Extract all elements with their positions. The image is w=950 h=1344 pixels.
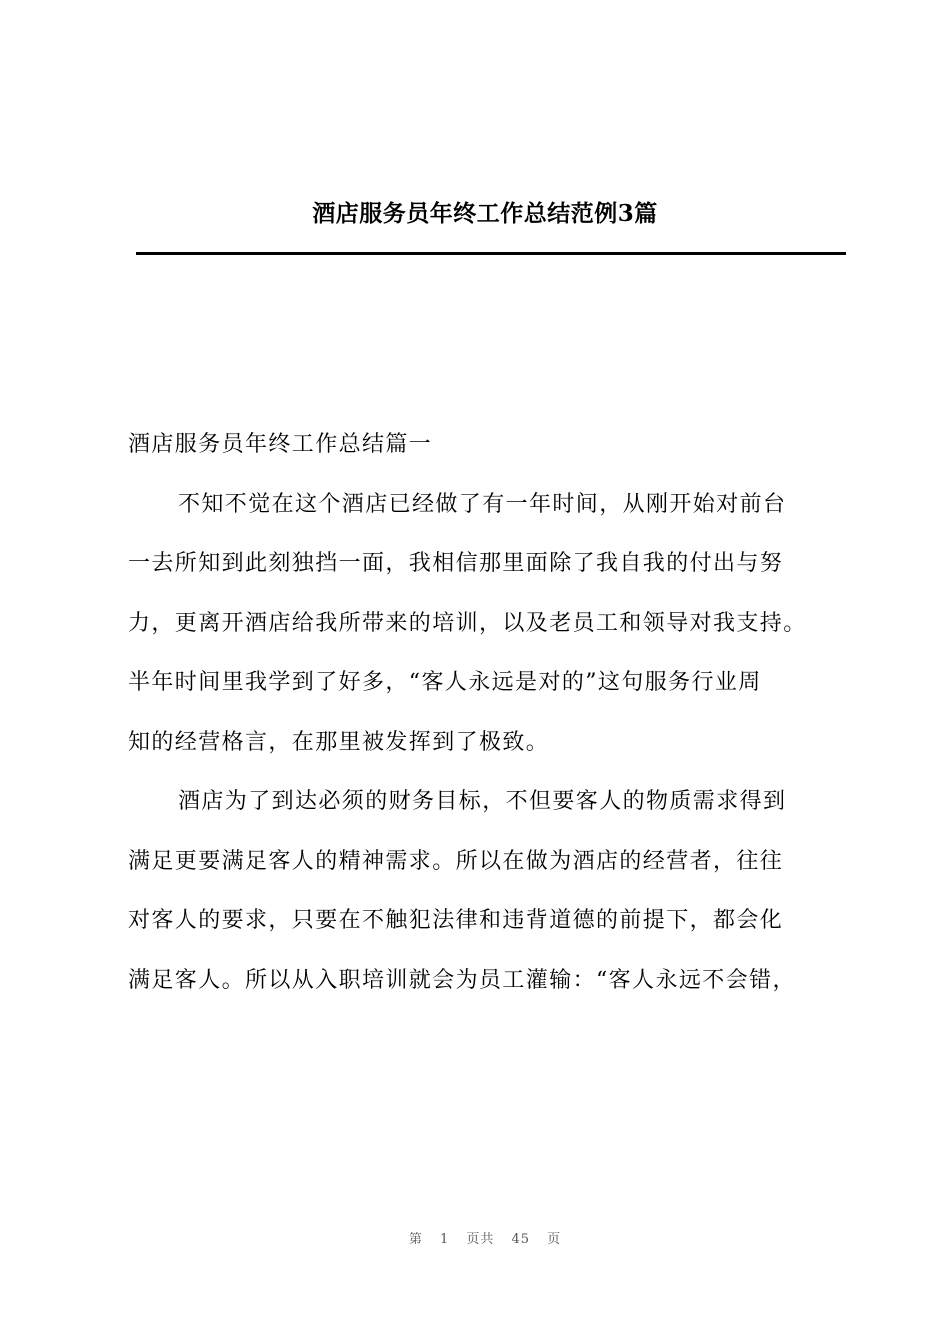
document-body	[128, 425, 868, 1020]
paragraph-line: 不知不觉在这个酒店已经做了有一年时间，从刚开始对前台	[178, 491, 787, 517]
paragraph-line: 对客人的要求，只要在不触犯法律和违背道德的前提下，都会化	[128, 908, 784, 933]
section-heading: 酒店服务员年终工作总结篇一	[128, 432, 433, 457]
paragraph-line: 满足客人。所以从入职培训就会为员工灌输：“客人永远不会错，	[128, 967, 796, 993]
paragraph-line: 力，更离开酒店给我所带来的培训，以及老员工和领导对我支持。	[128, 610, 807, 636]
paragraph-line: 一去所知到此刻独挡一面，我相信那里面除了我自我的付出与努	[128, 551, 784, 576]
title-underline	[136, 252, 846, 255]
paragraph-line: 满足更要满足客人的精神需求。所以在做为酒店的经营者，往往	[128, 848, 784, 874]
paragraph-line: 半年时间里我学到了好多，“客人永远是对的”这句服务行业周	[128, 670, 762, 695]
paragraph-line: 酒店为了到达必须的财务目标，不但要客人的物质需求得到	[178, 789, 787, 814]
paragraph-line: 知的经营格言，在那里被发挥到了极致。	[128, 729, 550, 755]
document-title: 酒店服务员年终工作总结范例3篇	[312, 200, 658, 227]
page-number-footer: 第 1 页共 45 页	[408, 1232, 562, 1247]
